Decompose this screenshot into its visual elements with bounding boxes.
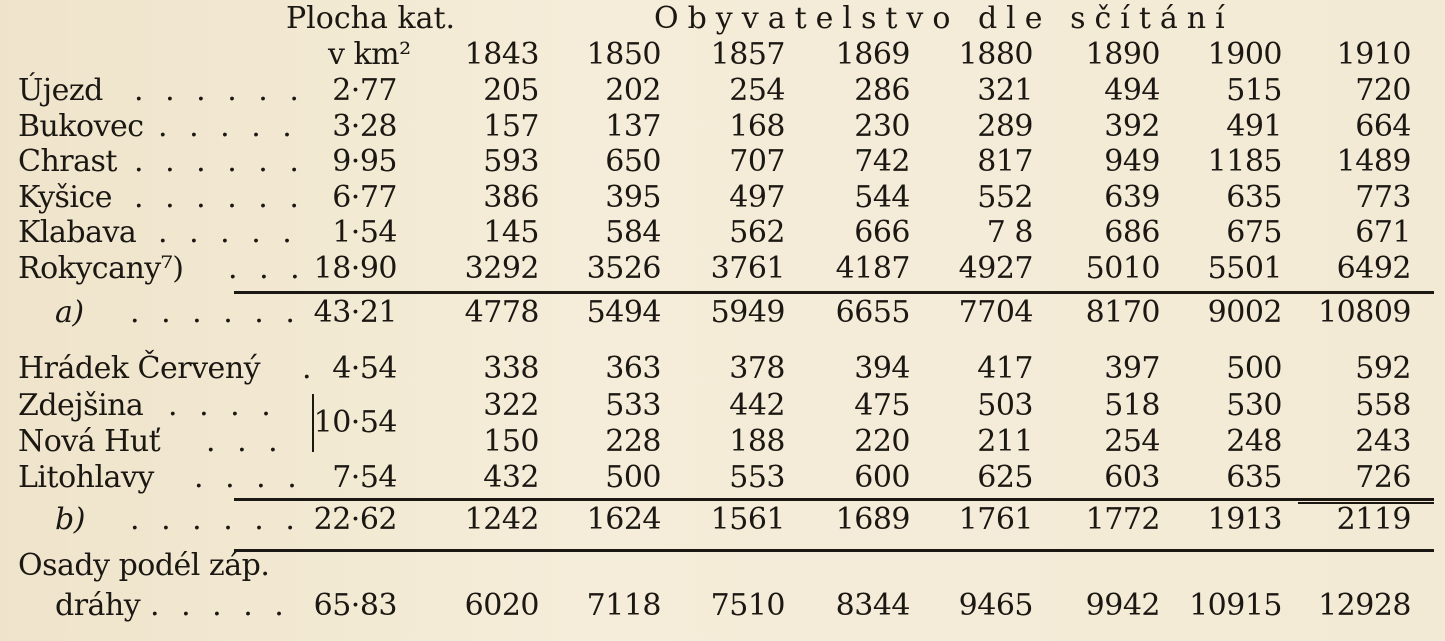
value-cell: 394 bbox=[854, 351, 910, 386]
value-cell: 6020 bbox=[464, 588, 539, 623]
value-cell: 530 bbox=[1226, 388, 1282, 423]
area-header-line1: Plocha kat. bbox=[286, 1, 456, 36]
year-header: 1890 bbox=[1085, 37, 1160, 72]
area-cell: 7·54 bbox=[332, 460, 397, 495]
leader-dots: . . . . . bbox=[158, 215, 298, 250]
value-cell: 742 bbox=[854, 144, 910, 179]
total-label-line2: dráhy bbox=[55, 588, 141, 623]
area-cell: 2·77 bbox=[332, 73, 397, 108]
value-cell: 600 bbox=[854, 460, 910, 495]
shared-area-cell: 10·54 bbox=[313, 405, 397, 440]
area-cell: 43·21 bbox=[313, 295, 397, 330]
value-cell: 1761 bbox=[958, 502, 1033, 537]
value-cell: 286 bbox=[854, 73, 910, 108]
value-cell: 503 bbox=[977, 388, 1033, 423]
area-cell: 18·90 bbox=[313, 251, 397, 286]
value-cell: 817 bbox=[977, 144, 1033, 179]
place-name: Kyšice bbox=[18, 180, 112, 215]
value-cell: 593 bbox=[483, 144, 539, 179]
place-name: Hrádek Červený bbox=[18, 351, 261, 386]
value-cell: 205 bbox=[483, 73, 539, 108]
value-cell: 202 bbox=[605, 73, 661, 108]
value-cell: 10809 bbox=[1318, 295, 1411, 330]
area-cell: 4·54 bbox=[332, 351, 397, 386]
value-cell: 243 bbox=[1355, 424, 1411, 459]
value-cell: 4778 bbox=[464, 295, 539, 330]
place-name: Nová Huť bbox=[18, 424, 161, 459]
value-cell: 395 bbox=[605, 180, 661, 215]
place-name: Chrast bbox=[18, 144, 117, 179]
value-cell: 9942 bbox=[1085, 588, 1160, 623]
value-cell: 720 bbox=[1355, 73, 1411, 108]
year-header: 1869 bbox=[835, 37, 910, 72]
value-cell: 707 bbox=[729, 144, 785, 179]
place-name: Zdejšina bbox=[18, 388, 144, 423]
value-cell: 1624 bbox=[586, 502, 661, 537]
value-cell: 639 bbox=[1104, 180, 1160, 215]
value-cell: 5949 bbox=[710, 295, 785, 330]
value-cell: 220 bbox=[854, 424, 910, 459]
value-cell: 5010 bbox=[1085, 251, 1160, 286]
place-name: Rokycany⁷) bbox=[18, 251, 184, 286]
leader-dots: . . . . . bbox=[158, 109, 298, 144]
value-cell: 584 bbox=[605, 215, 661, 250]
value-cell: 625 bbox=[977, 460, 1033, 495]
total-rule bbox=[234, 549, 1434, 552]
value-cell: 726 bbox=[1355, 460, 1411, 495]
value-cell: 4927 bbox=[958, 251, 1033, 286]
leader-dots: . . . . bbox=[194, 460, 303, 495]
population-header: Obyvatelstvo dle sčítání bbox=[654, 1, 1234, 36]
area-cell: 65·83 bbox=[313, 588, 397, 623]
value-cell: 2119 bbox=[1336, 502, 1411, 537]
value-cell: 321 bbox=[977, 73, 1033, 108]
value-cell: 3526 bbox=[586, 251, 661, 286]
value-cell: 603 bbox=[1104, 460, 1160, 495]
value-cell: 666 bbox=[854, 215, 910, 250]
value-cell: 254 bbox=[729, 73, 785, 108]
value-cell: 432 bbox=[483, 460, 539, 495]
value-cell: 1913 bbox=[1207, 502, 1282, 537]
value-cell: 8170 bbox=[1085, 295, 1160, 330]
value-cell: 10915 bbox=[1189, 588, 1282, 623]
value-cell: 497 bbox=[729, 180, 785, 215]
leader-dots: . . . bbox=[206, 424, 284, 459]
value-cell: 552 bbox=[977, 180, 1033, 215]
value-cell: 5494 bbox=[586, 295, 661, 330]
value-cell: 363 bbox=[605, 351, 661, 386]
value-cell: 9465 bbox=[958, 588, 1033, 623]
year-header: 1850 bbox=[586, 37, 661, 72]
value-cell: 168 bbox=[729, 109, 785, 144]
value-cell: 7118 bbox=[586, 588, 661, 623]
value-cell: 3292 bbox=[464, 251, 539, 286]
value-cell: 475 bbox=[854, 388, 910, 423]
value-cell: 650 bbox=[605, 144, 661, 179]
value-cell: 664 bbox=[1355, 109, 1411, 144]
value-cell: 145 bbox=[483, 215, 539, 250]
value-cell: 494 bbox=[1104, 73, 1160, 108]
area-cell: 9·95 bbox=[332, 144, 397, 179]
value-cell: 1489 bbox=[1336, 144, 1411, 179]
value-cell: 188 bbox=[729, 424, 785, 459]
value-cell: 157 bbox=[483, 109, 539, 144]
leader-dots: . . . . . . bbox=[134, 180, 305, 215]
area-cell: 22·62 bbox=[313, 502, 397, 537]
value-cell: 773 bbox=[1355, 180, 1411, 215]
value-cell: 1242 bbox=[464, 502, 539, 537]
year-header: 1900 bbox=[1207, 37, 1282, 72]
subtotal-label: a) bbox=[55, 295, 84, 330]
value-cell: 1689 bbox=[835, 502, 910, 537]
value-cell: 386 bbox=[483, 180, 539, 215]
value-cell: 500 bbox=[605, 460, 661, 495]
value-cell: 254 bbox=[1104, 424, 1160, 459]
value-cell: 6655 bbox=[835, 295, 910, 330]
value-cell: 6492 bbox=[1336, 251, 1411, 286]
subtotal-rule bbox=[234, 498, 1434, 501]
value-cell: 378 bbox=[729, 351, 785, 386]
value-cell: 949 bbox=[1104, 144, 1160, 179]
value-cell: 1185 bbox=[1207, 144, 1282, 179]
total-label-line1: Osady podél záp. bbox=[18, 548, 270, 583]
value-cell: 491 bbox=[1226, 109, 1282, 144]
place-name: Újezd bbox=[18, 73, 103, 108]
year-header: 1880 bbox=[958, 37, 1033, 72]
value-cell: 5501 bbox=[1207, 251, 1282, 286]
place-name: Klabava bbox=[18, 215, 137, 250]
value-cell: 4187 bbox=[835, 251, 910, 286]
leader-dots: . . . . . . bbox=[134, 73, 305, 108]
value-cell: 137 bbox=[605, 109, 661, 144]
value-cell: 7704 bbox=[958, 295, 1033, 330]
value-cell: 442 bbox=[729, 388, 785, 423]
value-cell: 533 bbox=[605, 388, 661, 423]
leader-dots: . . . bbox=[228, 251, 306, 286]
value-cell: 686 bbox=[1104, 215, 1160, 250]
place-name: Bukovec bbox=[18, 109, 144, 144]
value-cell: 397 bbox=[1104, 351, 1160, 386]
last-column-rule bbox=[1298, 502, 1434, 504]
value-cell: 592 bbox=[1355, 351, 1411, 386]
value-cell: 248 bbox=[1226, 424, 1282, 459]
value-cell: 338 bbox=[483, 351, 539, 386]
area-cell: 3·28 bbox=[332, 109, 397, 144]
subtotal-label: b) bbox=[55, 502, 85, 537]
value-cell: 515 bbox=[1226, 73, 1282, 108]
value-cell: 9002 bbox=[1207, 295, 1282, 330]
value-cell: 675 bbox=[1226, 215, 1282, 250]
leader-dots: . . . . bbox=[168, 388, 277, 423]
value-cell: 635 bbox=[1226, 460, 1282, 495]
area-header-line2: v km² bbox=[328, 37, 411, 72]
value-cell: 322 bbox=[483, 388, 539, 423]
value-cell: 558 bbox=[1355, 388, 1411, 423]
year-header: 1843 bbox=[464, 37, 539, 72]
leader-dots: . . . . . bbox=[150, 588, 290, 623]
subtotal-rule bbox=[234, 291, 1434, 294]
value-cell: 3761 bbox=[710, 251, 785, 286]
year-header: 1910 bbox=[1336, 37, 1411, 72]
year-header: 1857 bbox=[710, 37, 785, 72]
leader-dots: . . . . . . bbox=[134, 144, 305, 179]
value-cell: 1561 bbox=[710, 502, 785, 537]
value-cell: 392 bbox=[1104, 109, 1160, 144]
leader-dots: . bbox=[302, 351, 318, 386]
value-cell: 7510 bbox=[710, 588, 785, 623]
value-cell: 553 bbox=[729, 460, 785, 495]
value-cell: 518 bbox=[1104, 388, 1160, 423]
value-cell: 417 bbox=[977, 351, 1033, 386]
value-cell: 671 bbox=[1355, 215, 1411, 250]
area-cell: 6·77 bbox=[332, 180, 397, 215]
leader-dots: . . . . . . bbox=[130, 502, 301, 537]
value-cell: 12928 bbox=[1318, 588, 1411, 623]
area-cell: 1·54 bbox=[332, 215, 397, 250]
value-cell: 544 bbox=[854, 180, 910, 215]
value-cell: 562 bbox=[729, 215, 785, 250]
value-cell: 8344 bbox=[835, 588, 910, 623]
value-cell: 228 bbox=[605, 424, 661, 459]
value-cell: 150 bbox=[483, 424, 539, 459]
value-cell: 211 bbox=[977, 424, 1033, 459]
place-name: Litohlavy bbox=[18, 460, 154, 495]
value-cell: 7 8 bbox=[986, 215, 1033, 250]
value-cell: 635 bbox=[1226, 180, 1282, 215]
value-cell: 230 bbox=[854, 109, 910, 144]
value-cell: 1772 bbox=[1085, 502, 1160, 537]
value-cell: 289 bbox=[977, 109, 1033, 144]
leader-dots: . . . . . . bbox=[130, 295, 301, 330]
value-cell: 500 bbox=[1226, 351, 1282, 386]
